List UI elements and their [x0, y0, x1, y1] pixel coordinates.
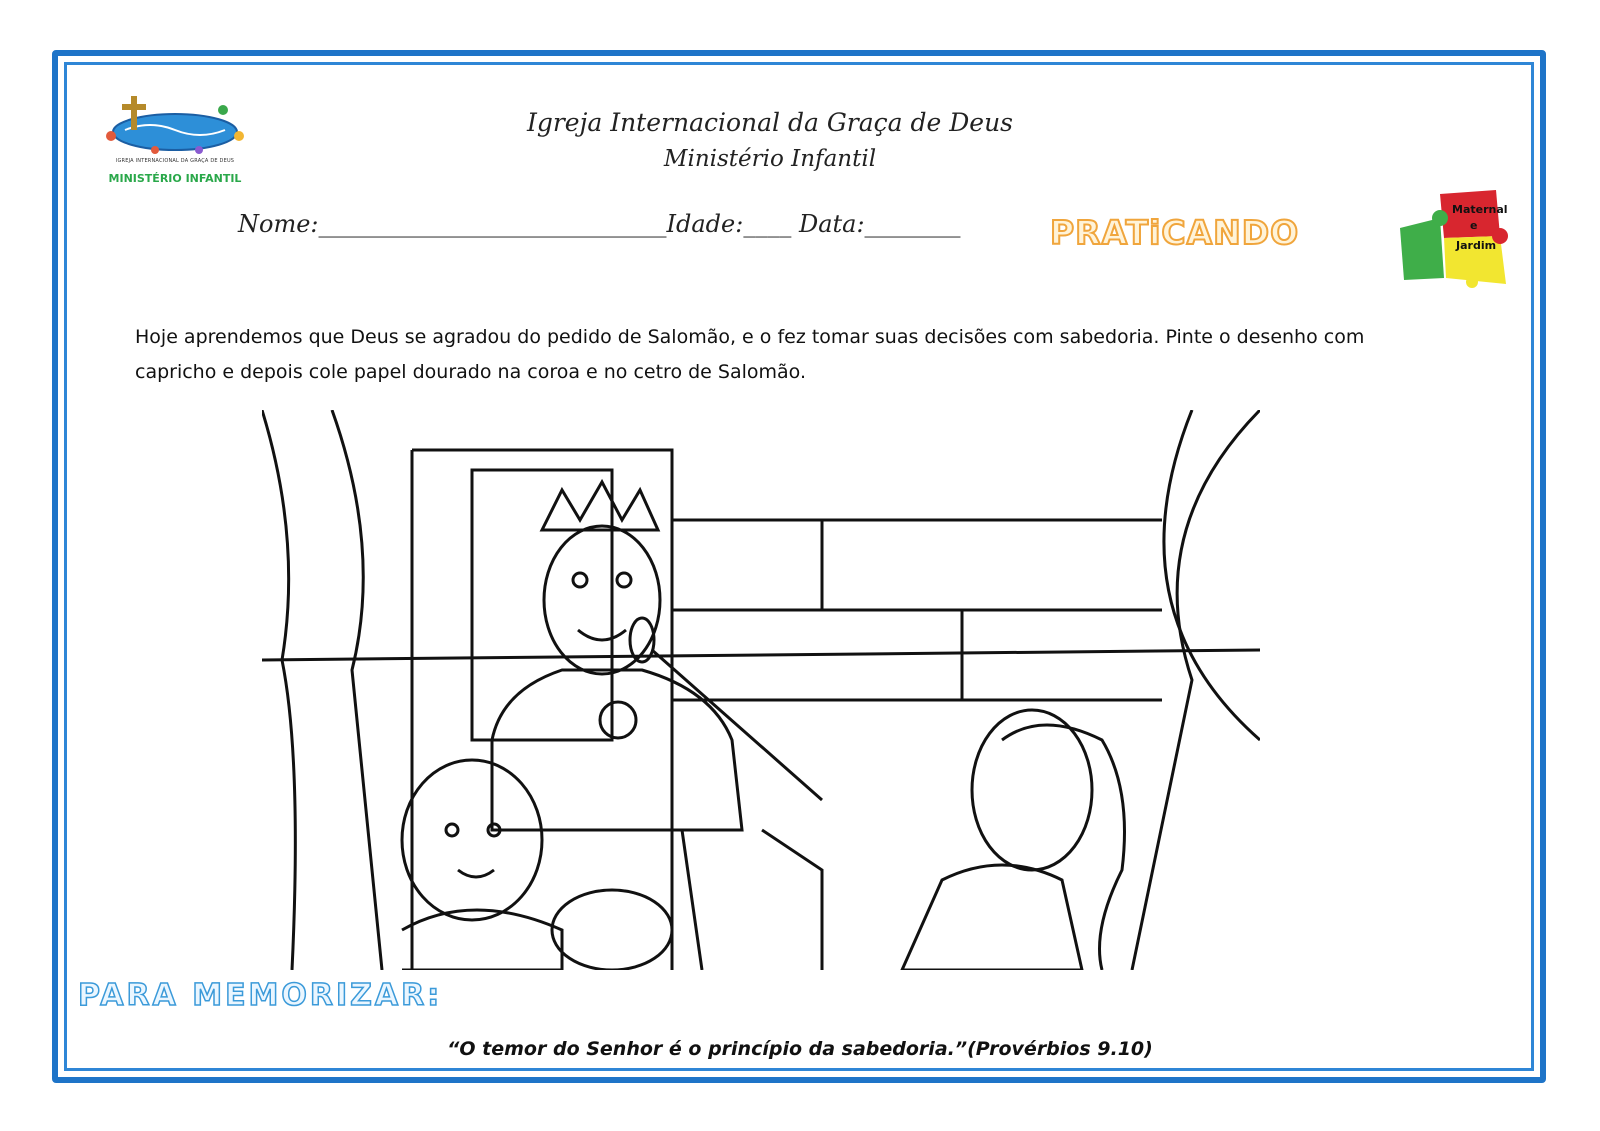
student-form-line	[238, 210, 961, 238]
level-badge	[1392, 188, 1518, 288]
name-label: Nome:	[238, 210, 319, 238]
section-tag: PRATiCANDO	[1050, 213, 1300, 252]
date-field[interactable]: ________	[864, 210, 961, 238]
memory-verse: “O temor do Senhor é o princípio da sabedoria.”(Provérbios 9.10)	[447, 1038, 1153, 1060]
church-logo	[95, 92, 255, 192]
king-solomon-coloring-drawing	[262, 410, 1260, 970]
badge-line-3: Jardim	[1456, 239, 1497, 252]
age-label: Idade:	[666, 210, 744, 238]
name-field[interactable]: _____________________________	[318, 210, 667, 238]
coloring-picture-icon	[262, 410, 1260, 970]
church-globe-logo-icon	[95, 92, 255, 162]
age-field[interactable]: ____	[743, 210, 792, 238]
badge-line-1: Maternal	[1452, 203, 1508, 216]
badge-line-2: e	[1470, 219, 1478, 232]
page-subtitle: Ministério Infantil	[663, 146, 877, 172]
logo-brand: MINISTÉRIO INFANTIL	[108, 172, 242, 185]
memorize-heading: PARA MEMORIZAR:	[78, 978, 443, 1013]
page-title: Igreja Internacional da Graça de Deus	[526, 108, 1014, 137]
instructions-text: Hoje aprendemos que Deus se agradou do pedido de Salomão, e o fez tomar suas decisões com sabedoria. Pinte o desenho com capricho e depois cole papel dourado na coroa e no cetro de Salomão.	[135, 326, 1365, 383]
logo-caption: IGREJA INTERNACIONAL DA GRAÇA DE DEUS	[115, 158, 235, 164]
date-label: Data:	[798, 210, 865, 238]
